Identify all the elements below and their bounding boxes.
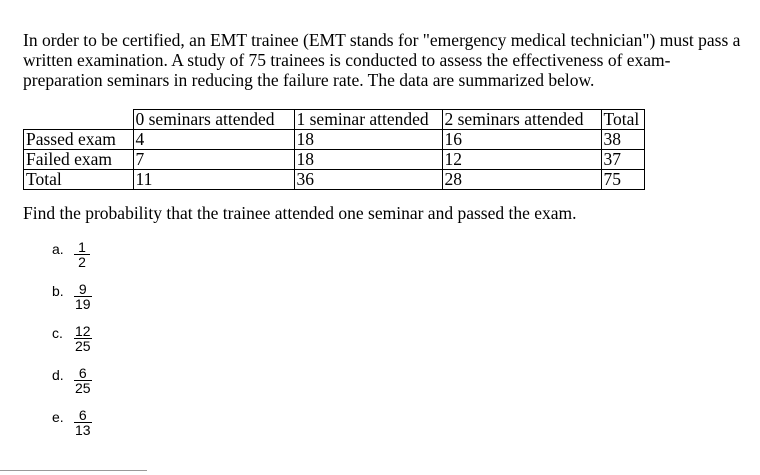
fraction-denominator: 25 bbox=[75, 380, 91, 396]
fraction-numerator: 6 bbox=[74, 366, 92, 381]
choice-letter: b. bbox=[52, 283, 64, 299]
choice-letter: c. bbox=[52, 325, 63, 341]
table-cell: 37 bbox=[601, 150, 644, 170]
choice-fraction bbox=[74, 408, 92, 437]
table-cell: 11 bbox=[133, 170, 294, 190]
table-cell: Passed exam bbox=[24, 130, 134, 150]
choice-fraction bbox=[74, 366, 92, 395]
table-header-row bbox=[24, 110, 645, 130]
table-row bbox=[24, 170, 645, 190]
choice-letter: e. bbox=[52, 409, 64, 425]
table-cell: 28 bbox=[442, 170, 601, 190]
table-header-cell: 2 seminars attended bbox=[442, 110, 601, 130]
table-header-cell: 1 seminar attended bbox=[294, 110, 442, 130]
table-cell: 18 bbox=[294, 130, 442, 150]
choice-fraction bbox=[74, 240, 90, 269]
fraction-denominator: 25 bbox=[75, 338, 91, 354]
table-cell: 7 bbox=[133, 150, 294, 170]
table-header-cell bbox=[24, 110, 134, 130]
choice-letter: a. bbox=[52, 241, 64, 257]
table-cell: 16 bbox=[442, 130, 601, 150]
seminar-data-table bbox=[23, 109, 645, 190]
fraction-denominator: 19 bbox=[75, 296, 91, 312]
table-header-cell: 0 seminars attended bbox=[133, 110, 294, 130]
table-cell: 4 bbox=[133, 130, 294, 150]
table-header-cell: Total bbox=[601, 110, 644, 130]
table-row bbox=[24, 130, 645, 150]
table-cell: 36 bbox=[294, 170, 442, 190]
fraction-numerator: 6 bbox=[74, 408, 92, 423]
fraction-denominator: 2 bbox=[78, 254, 86, 270]
problem-intro: In order to be certified, an EMT trainee (EMT stands for "emergency medical technician") must pass a written examination. A study of 75 trainees is conducted to assess the effectiveness of exam-preparation seminars in reducing the failure rate. The data are summarized below. bbox=[23, 30, 741, 90]
table-cell: 38 bbox=[601, 130, 644, 150]
table-cell: 75 bbox=[601, 170, 644, 190]
bottom-divider bbox=[0, 470, 147, 471]
table-cell: Total bbox=[24, 170, 134, 190]
fraction-denominator: 13 bbox=[75, 422, 91, 438]
table-cell: 12 bbox=[442, 150, 601, 170]
fraction-numerator: 12 bbox=[75, 323, 91, 339]
choice-letter: d. bbox=[52, 367, 64, 383]
fraction-numerator: 9 bbox=[74, 282, 92, 297]
table-cell: Failed exam bbox=[24, 150, 134, 170]
choice-fraction bbox=[74, 324, 92, 353]
table-cell: 18 bbox=[294, 150, 442, 170]
fraction-numerator: 1 bbox=[74, 240, 90, 255]
table-row bbox=[24, 150, 645, 170]
choice-fraction bbox=[74, 282, 92, 311]
question-text: Find the probability that the trainee attended one seminar and passed the exam. bbox=[23, 203, 577, 223]
